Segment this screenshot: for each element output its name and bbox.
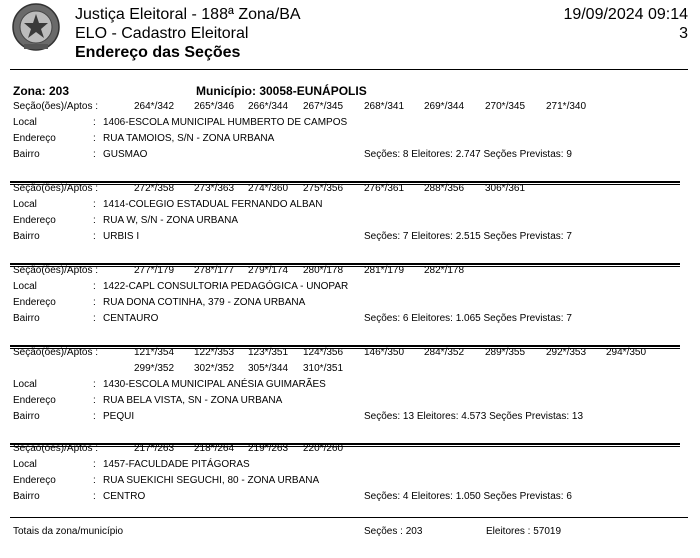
local-label: Local	[13, 459, 37, 470]
secao-apto: 310*/351	[303, 363, 344, 374]
endereco-value: RUA DONA COTINHA, 379 - ZONA URBANA	[103, 297, 306, 308]
local-label: Local	[13, 281, 37, 292]
local-label: Local	[13, 117, 37, 128]
secao-apto: 270*/345	[485, 101, 526, 112]
secao-apto: 299*/352	[134, 363, 175, 374]
page-title: Endereço das Seções	[75, 44, 241, 61]
colon: :	[93, 117, 96, 128]
bairro-label: Bairro	[13, 411, 40, 422]
secao-apto: 122*/353	[194, 347, 235, 358]
colon: :	[93, 411, 96, 422]
bairro-value: GUSMAO	[103, 149, 148, 160]
colon: :	[93, 281, 96, 292]
secao-apto: 292*/353	[546, 347, 587, 358]
secao-apto: 280*/178	[303, 265, 344, 276]
secao-apto: 217*/263	[134, 443, 175, 454]
block-stats: Seções: 7 Eleitores: 2.515 Seções Previstas: 7	[364, 231, 572, 242]
secao-apto: 123*/351	[248, 347, 289, 358]
secao-apto: 124*/356	[303, 347, 344, 358]
secao-apto: 275*/356	[303, 183, 344, 194]
header-title: Justiça Eleitoral - 188ª Zona/BA	[75, 6, 301, 23]
endereco-label: Endereço	[13, 215, 56, 226]
header-subtitle: ELO - Cadastro Eleitoral	[75, 25, 249, 42]
secao-apto: 218*/264	[194, 443, 235, 454]
block-divider-thin	[10, 266, 680, 267]
colon: :	[93, 379, 96, 390]
coat-of-arms-icon	[10, 2, 62, 52]
colon: :	[93, 297, 96, 308]
colon: :	[93, 231, 96, 242]
secao-apto: 269*/344	[424, 101, 465, 112]
bairro-label: Bairro	[13, 231, 40, 242]
endereco-value: RUA W, S/N - ZONA URBANA	[103, 215, 239, 226]
local-value: 1422-CAPL CONSULTORIA PEDAGÓGICA - UNOPAR	[103, 281, 349, 292]
secao-apto: 268*/341	[364, 101, 405, 112]
colon: :	[93, 395, 96, 406]
totals-divider	[10, 517, 688, 518]
block-divider	[10, 181, 680, 183]
secao-apto: 278*/177	[194, 265, 235, 276]
secao-apto: 121*/354	[134, 347, 175, 358]
secao-apto: 265*/346	[194, 101, 235, 112]
bairro-value: PEQUI	[103, 411, 135, 422]
secao-apto: 282*/178	[424, 265, 465, 276]
local-value: 1414-COLEGIO ESTADUAL FERNANDO ALBAN	[103, 199, 323, 210]
bairro-value: CENTRO	[103, 491, 146, 502]
secao-apto: 272*/358	[134, 183, 175, 194]
secoes-label: Seção(ões)/Aptos :	[13, 347, 99, 358]
endereco-label: Endereço	[13, 133, 56, 144]
secoes-label: Seção(ões)/Aptos :	[13, 101, 99, 112]
secao-apto: 266*/344	[248, 101, 289, 112]
block-stats: Seções: 13 Eleitores: 4.573 Seções Previstas: 13	[364, 411, 584, 422]
municipio-label: Município: 30058-EUNÁPOLIS	[196, 84, 367, 98]
local-value: 1457-FACULDADE PITÁGORAS	[103, 459, 250, 470]
secao-apto: 289*/355	[485, 347, 526, 358]
secao-apto: 288*/356	[424, 183, 465, 194]
endereco-value: RUA BELA VISTA, SN - ZONA URBANA	[103, 395, 283, 406]
bairro-label: Bairro	[13, 491, 40, 502]
header-divider	[10, 69, 688, 70]
endereco-value: RUA SUEKICHI SEGUCHI, 80 - ZONA URBANA	[103, 475, 320, 486]
block-stats: Seções: 4 Eleitores: 1.050 Seções Previstas: 6	[364, 491, 572, 502]
colon: :	[93, 459, 96, 470]
block-divider-thin	[10, 446, 680, 447]
secao-apto: 271*/340	[546, 101, 587, 112]
block-stats: Seções: 8 Eleitores: 2.747 Seções Previstas: 9	[364, 149, 572, 160]
secao-apto: 267*/345	[303, 101, 344, 112]
secao-apto: 284*/352	[424, 347, 465, 358]
secao-apto: 219*/263	[248, 443, 289, 454]
block-divider	[10, 443, 680, 445]
colon: :	[93, 491, 96, 502]
endereco-label: Endereço	[13, 475, 56, 486]
bairro-label: Bairro	[13, 313, 40, 324]
endereco-label: Endereço	[13, 297, 56, 308]
block-divider-thin	[10, 184, 680, 185]
secao-apto: 264*/342	[134, 101, 175, 112]
zona-label: Zona: 203	[13, 84, 70, 98]
local-value: 1406-ESCOLA MUNICIPAL HUMBERTO DE CAMPOS	[103, 117, 348, 128]
secao-apto: 294*/350	[606, 347, 647, 358]
colon: :	[93, 149, 96, 160]
colon: :	[93, 133, 96, 144]
totals-label: Totais da zona/município	[13, 526, 124, 537]
endereco-value: RUA TAMOIOS, S/N - ZONA URBANA	[103, 133, 275, 144]
endereco-label: Endereço	[13, 395, 56, 406]
bairro-label: Bairro	[13, 149, 40, 160]
secao-apto: 220*/260	[303, 443, 344, 454]
secao-apto: 305*/344	[248, 363, 289, 374]
colon: :	[93, 215, 96, 226]
secoes-label: Seção(ões)/Aptos :	[13, 183, 99, 194]
secao-apto: 273*/363	[194, 183, 235, 194]
secao-apto: 146*/350	[364, 347, 405, 358]
secao-apto: 302*/352	[194, 363, 235, 374]
secao-apto: 277*/179	[134, 265, 175, 276]
secoes-label: Seção(ões)/Aptos :	[13, 265, 99, 276]
bairro-value: URBIS I	[103, 231, 140, 242]
colon: :	[93, 199, 96, 210]
secao-apto: 279*/174	[248, 265, 289, 276]
colon: :	[93, 313, 96, 324]
colon: :	[93, 475, 96, 486]
totals-secoes: Seções : 203	[364, 526, 423, 537]
header-datetime: 19/09/2024 09:14	[563, 6, 688, 23]
local-label: Local	[13, 379, 37, 390]
totals-eleitores: Eleitores : 57019	[486, 526, 562, 537]
bairro-value: CENTAURO	[103, 313, 159, 324]
page-number: 3	[679, 25, 688, 42]
block-stats: Seções: 6 Eleitores: 1.065 Seções Previstas: 7	[364, 313, 572, 324]
local-value: 1430-ESCOLA MUNICIPAL ANÉSIA GUIMARÃES	[103, 379, 326, 390]
secoes-label: Seção(ões)/Aptos :	[13, 443, 99, 454]
secao-apto: 306*/361	[485, 183, 526, 194]
secao-apto: 281*/179	[364, 265, 405, 276]
local-label: Local	[13, 199, 37, 210]
block-divider	[10, 263, 680, 265]
secao-apto: 274*/360	[248, 183, 289, 194]
secao-apto: 276*/361	[364, 183, 405, 194]
